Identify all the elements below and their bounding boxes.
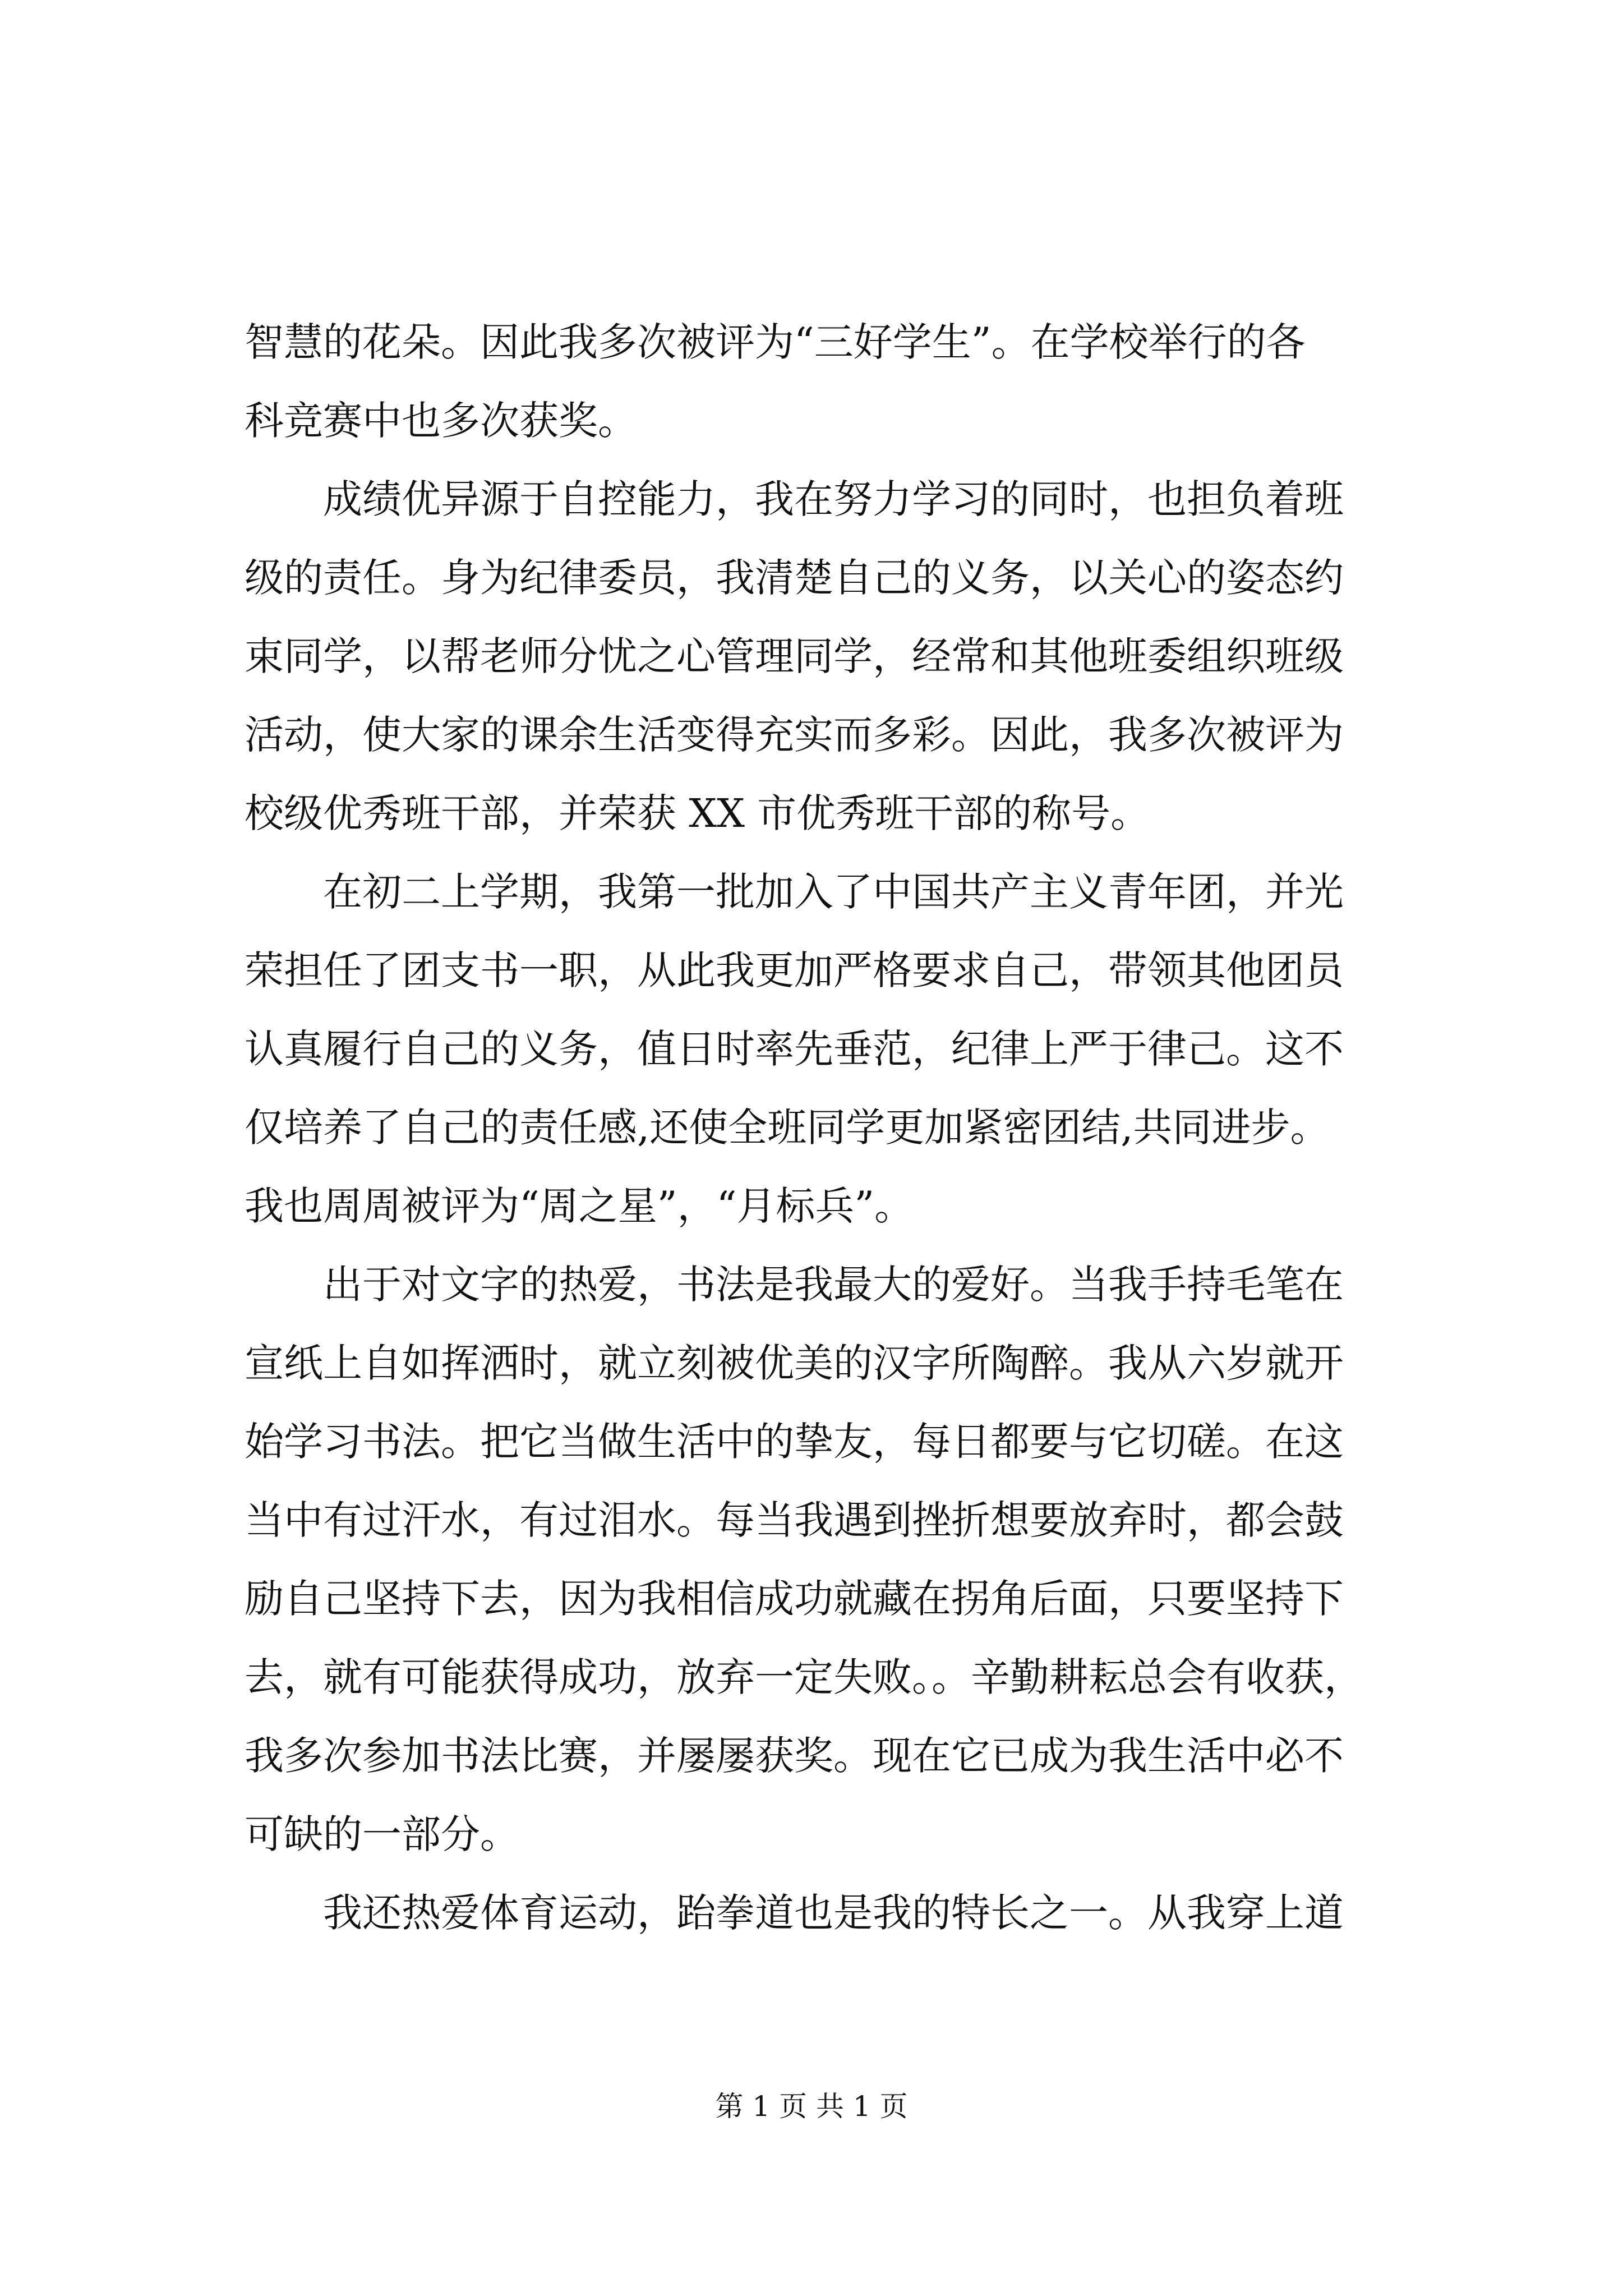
text-line: 校级优秀班干部，并荣获 XX 市优秀班干部的称号。 bbox=[245, 790, 1150, 836]
document-body bbox=[245, 303, 1422, 1952]
text-line: 束同学，以帮老师分忧之心管理同学，经常和其他班委组织班级 bbox=[245, 633, 1344, 679]
text-line: 当中有过汗水，有过泪水。每当我遇到挫折想要放弃时，都会鼓 bbox=[245, 1497, 1344, 1543]
text-line: 级的责任。身为纪律委员，我清楚自己的义务，以关心的姿态约 bbox=[245, 555, 1344, 601]
text-line: 荣担任了团支书一职，从此我更加严格要求自己，带领其他团员 bbox=[245, 947, 1344, 993]
text-line: 我还热爱体育运动，跆拳道也是我的特长之一。从我穿上道 bbox=[245, 1890, 1344, 1936]
text-line: 始学习书法。把它当做生活中的挚友，每日都要与它切磋。在这 bbox=[245, 1419, 1344, 1465]
text-line: 励自己坚持下去，因为我相信成功就藏在拐角后面，只要坚持下 bbox=[245, 1576, 1344, 1622]
text-line: 认真履行自己的义务，值日时率先垂范，纪律上严于律己。这不 bbox=[245, 1026, 1344, 1072]
text-line: 宣纸上自如挥洒时，就立刻被优美的汉字所陶醉。我从六岁就开 bbox=[245, 1340, 1344, 1386]
text-line: 科竞赛中也多次获奖。 bbox=[245, 398, 637, 444]
text-line: 活动，使大家的课余生活变得充实而多彩。因此，我多次被评为 bbox=[245, 712, 1344, 758]
text-line: 智慧的花朵。因此我多次被评为“三好学生”。在学校举行的各 bbox=[245, 319, 1306, 365]
text-line: 出于对文字的热爱，书法是我最大的爱好。当我手持毛笔在 bbox=[245, 1262, 1344, 1308]
text-line: 成绩优异源于自控能力，我在努力学习的同时，也担负着班 bbox=[245, 476, 1344, 522]
text-line: 可缺的一部分。 bbox=[245, 1811, 519, 1857]
text-line: 我多次参加书法比赛，并屡屡获奖。现在它已成为我生活中必不 bbox=[245, 1733, 1344, 1779]
page-number-footer: 第 1 页 共 1 页 bbox=[715, 2090, 908, 2123]
text-line: 我也周周被评为“周之星”，“月标兵”。 bbox=[245, 1183, 914, 1229]
text-line: 仅培养了自己的责任感,还使全班同学更加紧密团结,共同进步。 bbox=[245, 1105, 1330, 1151]
text-line: 在初二上学期，我第一批加入了中国共产主义青年团，并光 bbox=[245, 869, 1344, 915]
text-line: 去，就有可能获得成功，放弃一定失败。。辛勤耕耘总会有收获， bbox=[245, 1654, 1363, 1700]
